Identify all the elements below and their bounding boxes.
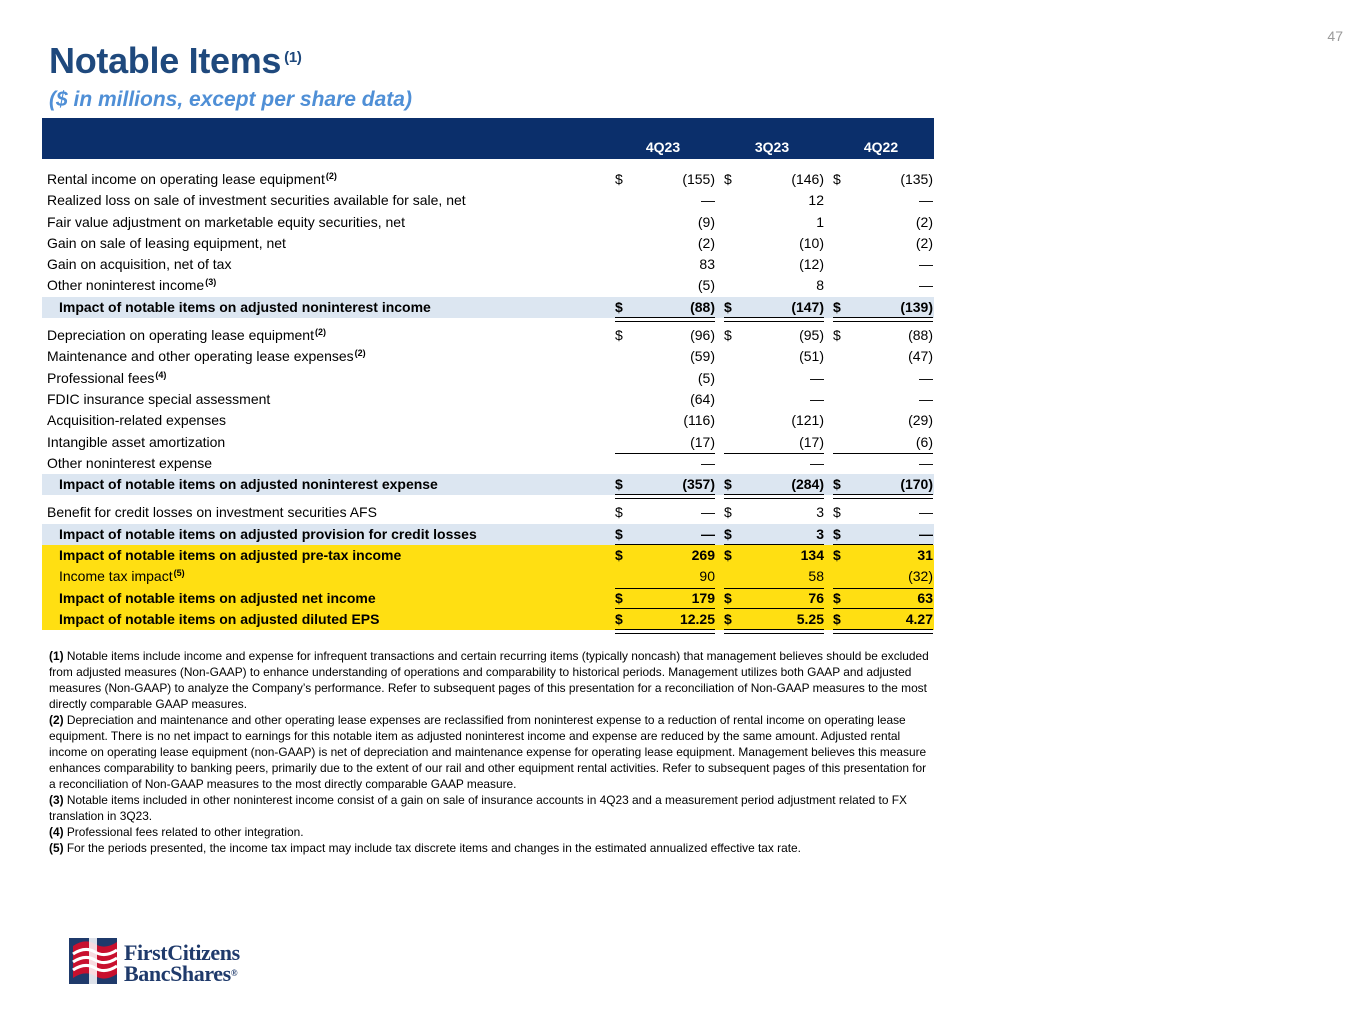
table-cell-3q23 bbox=[724, 169, 824, 190]
cell-value: — bbox=[810, 454, 824, 471]
table-cell-4q23 bbox=[615, 212, 715, 233]
dollar-sign: $ bbox=[724, 525, 732, 542]
table-row bbox=[42, 545, 934, 566]
cell-value: (357) bbox=[682, 476, 715, 493]
row-label bbox=[47, 169, 337, 190]
logo-line2: BancShares bbox=[124, 961, 231, 986]
table-cell-3q23 bbox=[724, 368, 824, 389]
row-label bbox=[47, 346, 366, 367]
row-footnote-ref: (4) bbox=[155, 369, 167, 380]
cell-value: (116) bbox=[683, 412, 715, 429]
table-cell-4q22 bbox=[833, 346, 933, 367]
table-body bbox=[42, 169, 934, 630]
dollar-sign: $ bbox=[724, 298, 732, 315]
dollar-sign: $ bbox=[833, 298, 841, 315]
table-cell-4q23 bbox=[615, 275, 715, 296]
table-cell-3q23 bbox=[724, 275, 824, 296]
table-cell-4q23 bbox=[615, 410, 715, 431]
table-row bbox=[42, 233, 934, 254]
table-cell-4q23 bbox=[615, 609, 715, 630]
table-cell-4q22 bbox=[833, 609, 933, 630]
table-cell-4q23 bbox=[615, 545, 715, 566]
table-cell-4q22 bbox=[833, 432, 933, 453]
dollar-sign: $ bbox=[615, 476, 623, 493]
table-row bbox=[42, 410, 934, 431]
cell-value: — bbox=[701, 192, 715, 209]
table-cell-4q22 bbox=[833, 254, 933, 275]
cell-value: 63 bbox=[917, 589, 933, 606]
table-row bbox=[42, 588, 934, 609]
company-logo bbox=[69, 930, 259, 988]
cell-value: — bbox=[810, 390, 824, 407]
cell-value: (64) bbox=[690, 390, 715, 407]
cell-value: (10) bbox=[799, 234, 824, 251]
cell-value: (29) bbox=[908, 412, 933, 429]
table-cell-4q23 bbox=[615, 169, 715, 190]
cell-value: 3 bbox=[816, 525, 824, 542]
row-label bbox=[59, 297, 431, 318]
dollar-sign: $ bbox=[615, 171, 623, 187]
column-header-4q22: 4Q22 bbox=[863, 139, 899, 155]
cell-value: 8 bbox=[816, 277, 824, 294]
footnote-number: (3) bbox=[49, 793, 64, 807]
table-cell-4q22 bbox=[833, 389, 933, 410]
row-footnote-ref: (5) bbox=[173, 568, 185, 579]
cell-value: 58 bbox=[808, 568, 824, 585]
row-label-text: Impact of notable items on adjusted pre-tax income bbox=[59, 547, 402, 564]
dollar-sign: $ bbox=[724, 589, 732, 606]
table-row bbox=[42, 453, 934, 474]
row-label-text: Impact of notable items on adjusted net income bbox=[59, 589, 376, 606]
table-cell-3q23 bbox=[724, 233, 824, 254]
cell-value: (47) bbox=[908, 348, 933, 365]
dollar-sign: $ bbox=[724, 327, 732, 344]
row-label-text: Maintenance and other operating lease expenses bbox=[47, 348, 354, 365]
table-cell-3q23 bbox=[724, 545, 824, 566]
row-footnote-ref: (2) bbox=[314, 327, 326, 338]
table-cell-4q22 bbox=[833, 169, 933, 190]
dollar-sign: $ bbox=[615, 298, 623, 315]
cell-value: — bbox=[919, 192, 933, 209]
column-header-3q23: 3Q23 bbox=[754, 139, 790, 155]
row-label-text: Other noninterest expense bbox=[47, 454, 212, 471]
row-label bbox=[47, 410, 226, 431]
table-cell-3q23 bbox=[724, 588, 824, 609]
table-cell-4q22 bbox=[833, 297, 933, 318]
logo-registered-mark: ® bbox=[230, 968, 238, 978]
dollar-sign: $ bbox=[724, 171, 732, 187]
cell-value: (2) bbox=[697, 234, 715, 251]
table-cell-4q22 bbox=[833, 545, 933, 566]
table-row bbox=[42, 212, 934, 233]
table-cell-4q23 bbox=[615, 254, 715, 275]
cell-value: 83 bbox=[699, 256, 715, 273]
row-label-text: Gain on sale of leasing equipment, net bbox=[47, 234, 286, 251]
cell-value: — bbox=[810, 369, 824, 386]
table-row bbox=[42, 389, 934, 410]
dollar-sign: $ bbox=[833, 504, 841, 521]
footnote-text: Professional fees related to other integration. bbox=[66, 825, 304, 839]
dollar-sign: $ bbox=[833, 525, 841, 542]
row-footnote-ref: (2) bbox=[325, 171, 337, 181]
dollar-sign: $ bbox=[724, 476, 732, 493]
dollar-sign: $ bbox=[615, 327, 623, 344]
table-row bbox=[42, 346, 934, 367]
cell-value: (32) bbox=[908, 568, 933, 585]
cell-value: (17) bbox=[690, 433, 715, 450]
cell-value: — bbox=[919, 256, 933, 273]
row-label-text: Gain on acquisition, net of tax bbox=[47, 256, 232, 273]
column-header-4q23: 4Q23 bbox=[645, 139, 681, 155]
logo-line1: FirstCitizens bbox=[124, 940, 240, 965]
row-label bbox=[59, 524, 477, 545]
cell-value: — bbox=[701, 504, 715, 521]
row-label bbox=[47, 233, 286, 254]
table-row bbox=[42, 609, 934, 630]
footnote-text: Depreciation and maintenance and other operating lease expenses are reclassified from noninterest expense to a reduction of rental income on operating lease equipment. There is no net impact to earnings for this notable item as adjusted noninterest income and expense are reduced by the same amount. Adjusted rental income on operating lease equipment (non-GAAP) is net of depreciation and maintenance expense for operating lease equipment. Management believes this measure enhances comparability to banking peers, primarily due to the extent of our rail and other equipment rental activities. Refer to subsequent pages of this presentation for a reconciliation of Non-GAAP measures to the most directly comparable GAAP measure. bbox=[49, 713, 927, 791]
footnote-number: (4) bbox=[49, 825, 64, 839]
row-label-text: Benefit for credit losses on investment securities AFS bbox=[47, 504, 377, 521]
title-footnote: (1) bbox=[284, 49, 302, 66]
row-label-text: Intangible asset amortization bbox=[47, 433, 226, 450]
table-cell-4q23 bbox=[615, 474, 715, 495]
table-row bbox=[42, 254, 934, 275]
dollar-sign: $ bbox=[724, 547, 732, 564]
table-cell-4q22 bbox=[833, 474, 933, 495]
table-cell-4q22 bbox=[833, 325, 933, 346]
table-row bbox=[42, 432, 934, 453]
footnote-number: (5) bbox=[49, 841, 64, 855]
table-cell-3q23 bbox=[724, 502, 824, 523]
cell-value: 179 bbox=[691, 589, 715, 606]
table-cell-4q22 bbox=[833, 588, 933, 609]
dollar-sign: $ bbox=[615, 504, 623, 521]
cell-value: (284) bbox=[791, 476, 824, 493]
table-header bbox=[42, 118, 934, 159]
dollar-sign: $ bbox=[833, 476, 841, 493]
footnote-2 bbox=[49, 712, 934, 792]
flag-logo-icon bbox=[69, 932, 121, 986]
footnote-text: Notable items included in other noninterest income consist of a gain on sale of insurance accounts in 4Q23 and a measurement period adjustment related to FX translation in 3Q23. bbox=[49, 793, 907, 823]
row-label-text: Impact of notable items on adjusted provision for credit losses bbox=[59, 525, 477, 542]
row-label bbox=[47, 432, 225, 453]
table-cell-4q23 bbox=[615, 368, 715, 389]
table-row bbox=[42, 297, 934, 318]
row-label bbox=[47, 368, 166, 389]
dollar-sign: $ bbox=[833, 327, 841, 344]
footnote-4 bbox=[49, 824, 934, 840]
table-row bbox=[42, 566, 934, 587]
table-cell-4q23 bbox=[615, 432, 715, 453]
row-label bbox=[47, 389, 270, 410]
row-label bbox=[59, 588, 376, 609]
row-footnote-ref: (3) bbox=[205, 277, 217, 288]
table-cell-3q23 bbox=[724, 297, 824, 318]
table-cell-4q23 bbox=[615, 297, 715, 318]
table-cell-4q22 bbox=[833, 566, 933, 587]
table-cell-3q23 bbox=[724, 389, 824, 410]
footnote-3 bbox=[49, 792, 934, 824]
notable-items-table bbox=[42, 118, 934, 630]
table-cell-3q23 bbox=[724, 410, 824, 431]
table-cell-3q23 bbox=[724, 432, 824, 453]
table-cell-3q23 bbox=[724, 346, 824, 367]
footnote-1 bbox=[49, 648, 934, 712]
table-cell-3q23 bbox=[724, 453, 824, 474]
row-label-text: Impact of notable items on adjusted diluted EPS bbox=[59, 610, 380, 627]
row-label-text: Realized loss on sale of investment securities available for sale, net bbox=[47, 192, 466, 209]
cell-value: 5.25 bbox=[796, 610, 824, 627]
cell-value: (51) bbox=[799, 348, 824, 365]
dollar-sign: $ bbox=[724, 504, 732, 521]
table-row bbox=[42, 524, 934, 545]
footnote-text: For the periods presented, the income tax impact may include tax discrete items and changes in the estimated annualized effective tax rate. bbox=[66, 841, 801, 855]
cell-value: 90 bbox=[699, 568, 715, 585]
footnotes bbox=[49, 648, 934, 856]
cell-value: 76 bbox=[808, 589, 824, 606]
dollar-sign: $ bbox=[724, 610, 732, 627]
cell-value: — bbox=[919, 390, 933, 407]
table-cell-3q23 bbox=[724, 212, 824, 233]
row-label bbox=[47, 502, 377, 523]
row-label-text: Other noninterest income bbox=[47, 277, 205, 294]
row-label bbox=[47, 275, 216, 296]
table-cell-4q23 bbox=[615, 190, 715, 211]
table-cell-4q22 bbox=[833, 190, 933, 211]
dollar-sign: $ bbox=[615, 610, 623, 627]
row-label bbox=[59, 566, 185, 587]
cell-value: 31 bbox=[917, 547, 933, 564]
cell-value: (155) bbox=[682, 171, 715, 187]
row-label bbox=[59, 609, 379, 630]
row-label bbox=[47, 190, 466, 211]
cell-value: (88) bbox=[908, 327, 933, 344]
row-label bbox=[47, 453, 212, 474]
cell-value: (146) bbox=[791, 171, 824, 187]
cell-value: — bbox=[919, 277, 933, 294]
cell-value: (2) bbox=[915, 234, 933, 251]
cell-value: 3 bbox=[816, 504, 824, 521]
table-cell-4q22 bbox=[833, 275, 933, 296]
cell-value: (139) bbox=[900, 298, 933, 315]
cell-value: (5) bbox=[697, 277, 715, 294]
table-row bbox=[42, 169, 934, 190]
table-cell-4q22 bbox=[833, 410, 933, 431]
row-label-text: Fair value adjustment on marketable equity securities, net bbox=[47, 213, 405, 230]
row-label-text: Depreciation on operating lease equipment bbox=[47, 327, 314, 344]
table-cell-3q23 bbox=[724, 609, 824, 630]
table-cell-4q23 bbox=[615, 502, 715, 523]
cell-value: 12 bbox=[808, 192, 824, 209]
cell-value: — bbox=[919, 454, 933, 471]
table-cell-4q23 bbox=[615, 566, 715, 587]
footnote-text: Notable items include income and expense for infrequent transactions and certain recurring items (typically noncash) that management believes should be excluded from adjusted measures (Non-GAAP) to enhance understanding of operations and comparability to historical periods. Management utilizes both GAAP and adjusted measures (Non-GAAP) to analyze the Company’s performance. Refer to subsequent pages of this presentation for a reconciliation of Non-GAAP measures to the most directly comparable GAAP measures. bbox=[49, 649, 929, 711]
cell-value: (96) bbox=[690, 327, 715, 344]
page-title bbox=[49, 40, 302, 82]
table-cell-3q23 bbox=[724, 325, 824, 346]
cell-value: (59) bbox=[690, 348, 715, 365]
cell-value: — bbox=[919, 525, 933, 542]
cell-value: (17) bbox=[799, 433, 824, 450]
footnote-number: (1) bbox=[49, 649, 64, 663]
row-label-text: Acquisition-related expenses bbox=[47, 412, 226, 429]
cell-value: (5) bbox=[697, 369, 715, 386]
cell-value: (88) bbox=[690, 298, 715, 315]
table-cell-4q22 bbox=[833, 212, 933, 233]
table-cell-4q23 bbox=[615, 233, 715, 254]
page-subtitle: ($ in millions, except per share data) bbox=[49, 88, 412, 111]
cell-value: (95) bbox=[799, 327, 824, 344]
cell-value: (2) bbox=[915, 213, 933, 230]
cell-value: (12) bbox=[799, 256, 824, 273]
table-cell-4q23 bbox=[615, 524, 715, 545]
table-row bbox=[42, 474, 934, 495]
table-cell-3q23 bbox=[724, 190, 824, 211]
table-cell-3q23 bbox=[724, 254, 824, 275]
cell-value: (6) bbox=[915, 433, 933, 450]
table-cell-4q22 bbox=[833, 233, 933, 254]
row-label bbox=[59, 545, 401, 566]
cell-value: (147) bbox=[791, 298, 824, 315]
table-cell-4q22 bbox=[833, 453, 933, 474]
cell-value: (170) bbox=[900, 476, 933, 493]
cell-value: 4.27 bbox=[905, 610, 933, 627]
table-row bbox=[42, 502, 934, 523]
dollar-sign: $ bbox=[833, 589, 841, 606]
table-cell-3q23 bbox=[724, 474, 824, 495]
table-cell-4q23 bbox=[615, 346, 715, 367]
table-cell-3q23 bbox=[724, 524, 824, 545]
title-text: Notable Items bbox=[49, 40, 282, 81]
cell-value: 134 bbox=[800, 547, 824, 564]
row-label-text: Income tax impact bbox=[59, 568, 173, 585]
table-cell-4q22 bbox=[833, 502, 933, 523]
page-number: 47 bbox=[1327, 28, 1343, 44]
table-row bbox=[42, 325, 934, 346]
cell-value: (121) bbox=[791, 412, 824, 429]
table-row bbox=[42, 190, 934, 211]
row-label-text: Rental income on operating lease equipment bbox=[47, 171, 325, 187]
table-cell-4q22 bbox=[833, 368, 933, 389]
dollar-sign: $ bbox=[833, 171, 841, 187]
row-label-text: FDIC insurance special assessment bbox=[47, 390, 271, 407]
table-cell-4q23 bbox=[615, 588, 715, 609]
cell-value: — bbox=[701, 454, 715, 471]
table-cell-4q23 bbox=[615, 325, 715, 346]
dollar-sign: $ bbox=[833, 610, 841, 627]
logo-wordmark bbox=[124, 942, 240, 984]
dollar-sign: $ bbox=[615, 589, 623, 606]
row-label bbox=[47, 212, 405, 233]
cell-value: — bbox=[919, 369, 933, 386]
row-label-text: Impact of notable items on adjusted noninterest expense bbox=[59, 476, 438, 493]
row-label bbox=[59, 474, 438, 495]
table-cell-4q22 bbox=[833, 524, 933, 545]
cell-value: 12.25 bbox=[679, 610, 715, 627]
table-row bbox=[42, 368, 934, 389]
row-footnote-ref: (2) bbox=[354, 348, 366, 359]
cell-value: — bbox=[701, 525, 715, 542]
row-label-text: Professional fees bbox=[47, 369, 155, 386]
cell-value: — bbox=[919, 504, 933, 521]
cell-value: 1 bbox=[816, 213, 824, 230]
dollar-sign: $ bbox=[615, 547, 623, 564]
dollar-sign: $ bbox=[615, 525, 623, 542]
footnote-5 bbox=[49, 840, 934, 856]
row-label bbox=[47, 325, 326, 346]
row-label bbox=[47, 254, 231, 275]
dollar-sign: $ bbox=[833, 547, 841, 564]
cell-value: (135) bbox=[900, 171, 933, 187]
table-cell-4q23 bbox=[615, 389, 715, 410]
footnote-number: (2) bbox=[49, 713, 64, 727]
cell-value: 269 bbox=[691, 547, 715, 564]
cell-value: (9) bbox=[697, 213, 715, 230]
table-cell-4q23 bbox=[615, 453, 715, 474]
table-cell-3q23 bbox=[724, 566, 824, 587]
row-label-text: Impact of notable items on adjusted noninterest income bbox=[59, 298, 431, 315]
table-row bbox=[42, 275, 934, 296]
